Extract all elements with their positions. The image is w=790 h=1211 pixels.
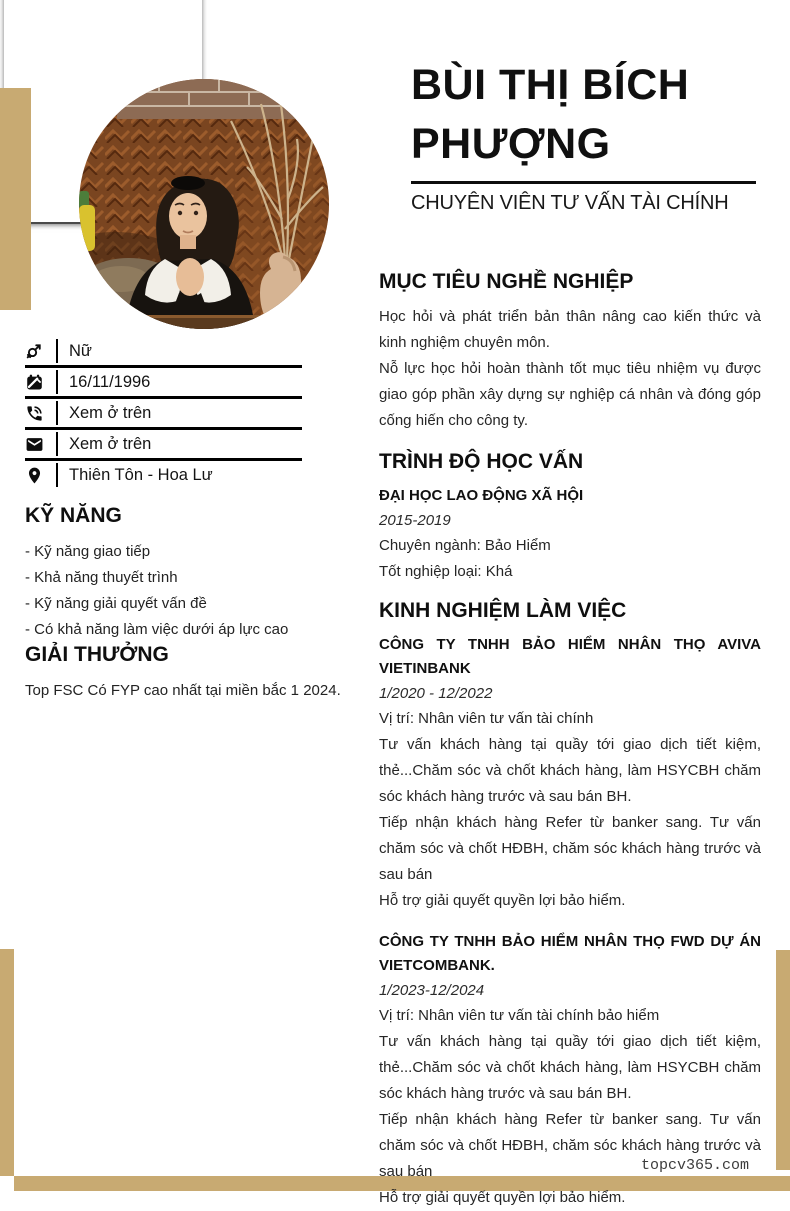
education-detail: Chuyên ngành: Bảo Hiểm — [379, 537, 551, 554]
job-detail-line: Hỗ trợ giải quyết quyền lợi bảo hiểm. — [379, 1189, 626, 1206]
gender-value: Nữ — [69, 341, 92, 360]
education-period: 2015-2019 — [379, 512, 451, 529]
experience-heading: KINH NGHIỆM LÀM VIỆC — [379, 599, 627, 622]
right-column — [379, 270, 761, 1211]
calendar-icon — [25, 373, 51, 392]
profile-photo — [79, 79, 329, 329]
job-detail-line: Tư vấn khách hàng tại quầy tới giao dịch tiết kiệm, thẻ...Chăm sóc và chốt khách hàng, làm HSYCBH chăm sóc khách hàng trước và sau bán BH. — [379, 1033, 761, 1102]
location-icon — [25, 466, 51, 485]
watermark: topcv365.com — [641, 1157, 750, 1174]
job-detail-line: Tư vấn khách hàng tại quầy tới giao dịch tiết kiệm, thẻ...Chăm sóc và chốt khách hàng, làm HSYCBH chăm sóc khách hàng trước và sau bán BH. — [379, 736, 761, 805]
contact-row-email — [25, 430, 302, 461]
phone-value: Xem ở trên — [69, 403, 152, 422]
email-value: Xem ở trên — [69, 434, 152, 453]
job-company: CÔNG TY TNHH BẢO HIỂM NHÂN THỌ AVIVA VIETINBANK — [379, 636, 761, 677]
job-period: 1/2023-12/2024 — [379, 982, 485, 999]
experience-job — [379, 633, 761, 914]
contact-row-birthdate — [25, 368, 302, 399]
contact-divider — [56, 370, 58, 394]
education-school: ĐẠI HỌC LAO ĐỘNG XÃ HỘI — [379, 487, 584, 504]
job-title: CHUYÊN VIÊN TƯ VẤN TÀI CHÍNH — [411, 192, 729, 214]
contact-row-address — [25, 461, 302, 489]
contact-row-gender — [25, 337, 302, 368]
objective-paragraph: Nỗ lực học hỏi hoàn thành tốt mục tiêu nhiệm vụ được giao góp phần xây dựng sự nghiệp cá nhân và đóng góp cống hiến cho công ty. — [379, 360, 761, 429]
objective-paragraph: Học hỏi và phát triển bản thân nâng cao kiến thức và kinh nghiệm chuyên môn. — [379, 308, 761, 351]
person-name: BÙI THỊ BÍCH PHƯỢNG — [411, 61, 690, 168]
skill-item: - Kỹ năng giao tiếp — [25, 543, 151, 560]
awards-heading: GIẢI THƯỞNG — [25, 643, 169, 666]
job-period: 1/2020 - 12/2022 — [379, 685, 493, 702]
education-detail: Tốt nghiệp loại: Khá — [379, 563, 513, 580]
phone-icon — [25, 404, 51, 423]
gender-icon — [25, 342, 51, 361]
decorative-tan-block — [0, 88, 31, 310]
header — [411, 56, 763, 215]
contact-divider — [56, 463, 58, 487]
job-company: CÔNG TY TNHH BẢO HIỂM NHÂN THỌ FWD DỰ ÁN VIETCOMBANK. — [379, 933, 761, 974]
profile-photo-illustration — [79, 79, 329, 329]
objective-heading: MỤC TIÊU NGHỀ NGHIỆP — [379, 270, 634, 293]
education-heading: TRÌNH ĐỘ HỌC VẤN — [379, 450, 584, 473]
skills-heading: KỸ NĂNG — [25, 504, 122, 527]
decorative-right-strip — [776, 950, 790, 1170]
left-column — [25, 504, 347, 704]
contact-divider — [56, 339, 58, 363]
skill-item: - Khả năng thuyết trình — [25, 569, 178, 586]
job-detail-line: Vị trí: Nhân viên tư vấn tài chính bảo hiểm — [379, 1007, 660, 1024]
award-item: Top FSC Có FYP cao nhất tại miền bắc 1 2024. — [25, 682, 341, 699]
job-detail-line: Vị trí: Nhân viên tư vấn tài chính — [379, 710, 594, 727]
email-icon — [25, 435, 51, 454]
address-value: Thiên Tôn - Hoa Lư — [69, 465, 213, 484]
job-detail-line: Tiếp nhận khách hàng Refer từ banker sang. Tư vấn chăm sóc và chốt HĐBH, chăm sóc khách hàng trước và sau bán — [379, 1111, 761, 1180]
decorative-left-strip — [0, 949, 14, 1176]
contact-divider — [56, 401, 58, 425]
contact-divider — [56, 432, 58, 456]
skill-item: - Kỹ năng giải quyết vấn đề — [25, 595, 207, 612]
skill-item: - Có khả năng làm việc dưới áp lực cao — [25, 621, 289, 638]
contact-list — [25, 337, 302, 489]
job-detail-line: Hỗ trợ giải quyết quyền lợi bảo hiểm. — [379, 892, 626, 909]
contact-row-phone — [25, 399, 302, 430]
job-detail-line: Tiếp nhận khách hàng Refer từ banker sang. Tư vấn chăm sóc và chốt HĐBH, chăm sóc khách hàng trước và sau bán — [379, 814, 761, 883]
name-underline — [411, 181, 756, 184]
birthdate-value: 16/11/1996 — [69, 372, 151, 391]
